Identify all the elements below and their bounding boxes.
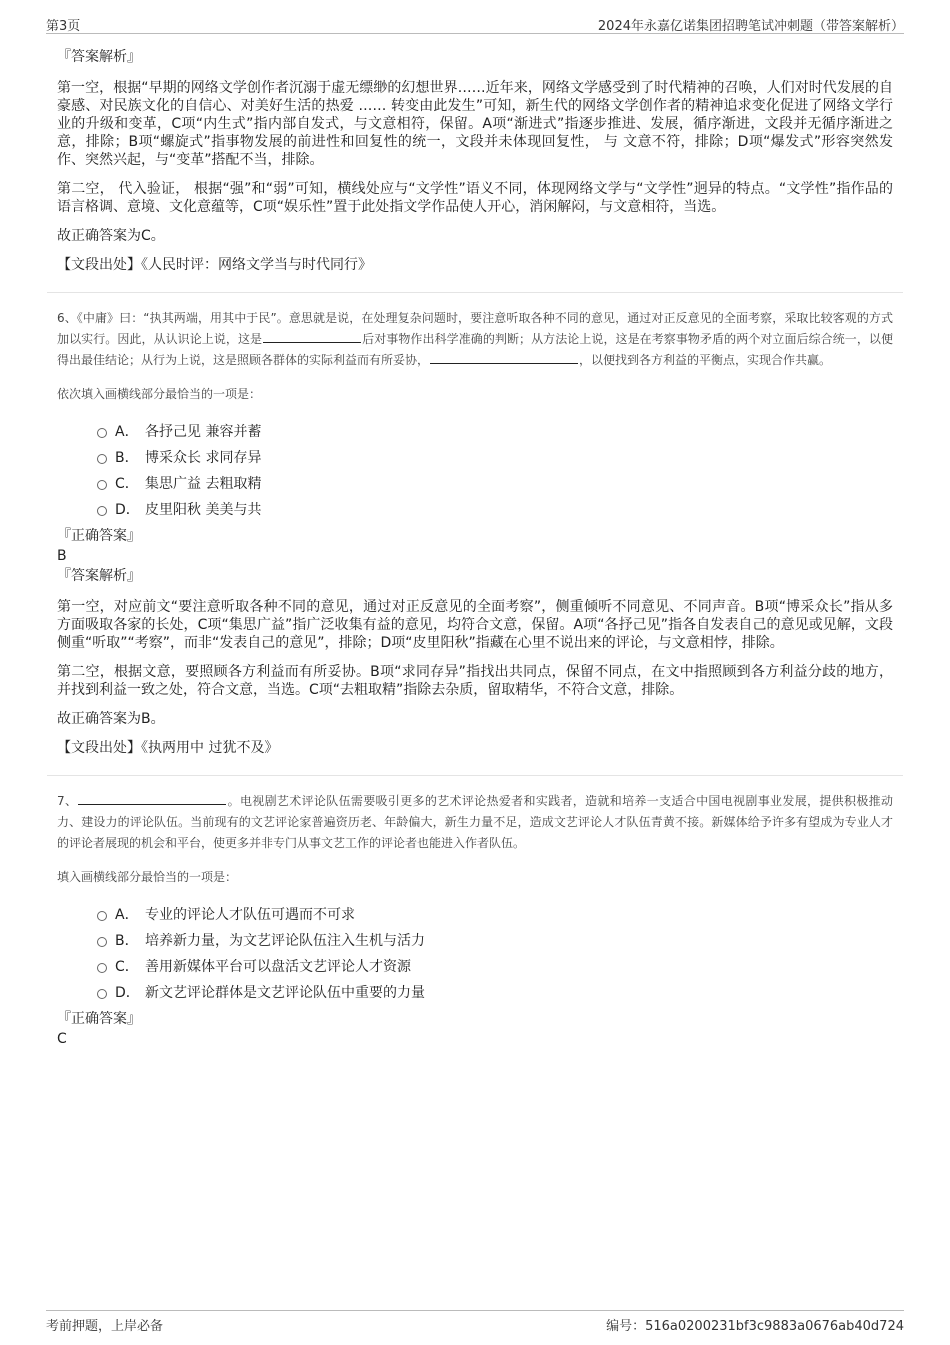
question-6-options [57, 419, 893, 523]
option-a[interactable]: A． 专业的评论人才队伍可遇而不可求 [57, 902, 893, 928]
option-d[interactable]: D． 新文艺评论群体是文艺评论队伍中重要的力量 [57, 980, 893, 1006]
radio-icon[interactable] [97, 963, 107, 973]
radio-icon[interactable] [97, 911, 107, 921]
question-7-text: 7、 。电视剧艺术评论队伍需要吸引更多的艺术评论热爱者和实践者，造就和培养一支适合中国电视剧事业发展，提供积极推动力、建设力的评论队伍。当前现有的文艺评论家普遍资历老、年龄偏大，新生力量不足，造成文艺评论人才队伍青黄不接。新媒体给予许多有望成为专业人才的评论者展现的机会和平台，使更多并非专门从事文艺工作的评论者也能进入作者队伍。 [57, 794, 893, 850]
source-citation: 【文段出处】《人民时评：网络文学当与时代同行》 [57, 257, 372, 273]
radio-icon[interactable] [97, 506, 107, 516]
analysis-label: 『答案解析』 [57, 49, 141, 65]
option-c[interactable]: C． 集思广益 去粗取精 [57, 471, 893, 497]
fill-blank [263, 330, 361, 343]
option-a[interactable]: A． 各抒己见 兼容并蓄 [57, 419, 893, 445]
option-c[interactable]: C． 善用新媒体平台可以盘活文艺评论人才资源 [57, 954, 893, 980]
footer-slogan: 考前押题，上岸必备 [46, 1319, 164, 1334]
radio-icon[interactable] [97, 937, 107, 947]
correct-answer-label: 『正确答案』 [57, 1011, 141, 1027]
document-serial: 编号：516a0200231bf3c9883a0676ab40d724 [606, 1319, 904, 1334]
analysis-paragraph: 第一空，对应前文“要注意听取各种不同的意见，通过对正反意见的全面考察”，侧重倾听不同意见、不同声音。B项“博采众长”指从多方面吸取各家的长处，C项“集思广益”指广泛收集有益的意见，均符合文意，保留。A项“各抒己见”指各自发表自己的意见或见解，文段侧重“听取”“考察”，而非“发表自己的意见”，排除；D项“皮里阳秋”指藏在心里不说出来的评论，与文意相悖，排除。 [57, 599, 893, 651]
analysis-paragraph: 第一空，根据“早期的网络文学创作者沉溺于虚无缥缈的幻想世界……近年来，网络文学感受到了时代精神的召唤，人们对时代发展的自豪感、对民族文化的自信心、对美好生活的热爱 …… 转变由此发生”可知，新生代的网络文学创作者的精神追求变化促进了网络文学行业的升级和变革，C项“内生式”指内部自发式，与文意相符，保留。A项“渐进式”指逐步推进、发展，循序渐进，文段并无循序渐进之意，排除；B项“螺旋式”指事物发展的前进性和回复性的统一，文段并未体现回复性， 与 文意不符，排除；D项“爆发式”形容突然发作、突然兴起，与“变革”搭配不当，排除。 [57, 80, 893, 168]
answer-conclusion: 故正确答案为B。 [57, 711, 165, 727]
page-number: 第3页 [46, 19, 81, 34]
question-6-text: 6、《中庸》曰：“执其两端，用其中于民”。意思就是说，在处理复杂问题时，要注意听取各种不同的意见，通过对正反意见的全面考察，采取比较客观的方式加以实行。因此，从认识论上说，这是 后对事物作出科学准确的判断；从方法论上说，这是在考察事物矛盾的两个对立面后综合统一，以便得出最佳结论；从行为上说，这是照顾各群体的实际利益而有所妥协， ，以便找到各方利益的平衡点，实现合作共赢。 [57, 311, 893, 367]
answer-conclusion: 故正确答案为C。 [57, 228, 165, 244]
analysis-label: 『答案解析』 [57, 568, 141, 584]
question-7-options [57, 902, 893, 1006]
fill-blank [430, 351, 578, 364]
option-b[interactable]: B． 博采众长 求同存异 [57, 445, 893, 471]
analysis-paragraph: 第二空，根据文意，要照顾各方利益而有所妥协。B项“求同存异”指找出共同点，保留不同点，在文中指照顾到各方利益分歧的地方，并找到利益一致之处，符合文意，当选。C项“去粗取精”指除去杂质，留取精华，不符合文意，排除。 [57, 664, 893, 698]
radio-icon[interactable] [97, 428, 107, 438]
correct-answer: B [57, 548, 67, 564]
radio-icon[interactable] [97, 454, 107, 464]
document-title: 2024年永嘉亿诺集团招聘笔试冲刺题（带答案解析） [597, 19, 904, 34]
analysis-paragraph: 第二空， 代入验证， 根据“强”和“弱”可知，横线处应与“文学性”语义不同，体现网络文学与“文学性”迥异的特点。“文学性”指作品的语言格调、意境、文化意蕴等，C项“娱乐性”置于此处指文学作品使人开心，消闲解闷，与文意相符，当选。 [57, 181, 893, 215]
option-d[interactable]: D． 皮里阳秋 美美与共 [57, 497, 893, 523]
fill-blank [78, 792, 226, 805]
question-7-instruction: 填入画横线部分最恰当的一项是： [57, 870, 238, 884]
option-b[interactable]: B． 培养新力量，为文艺评论队伍注入生机与活力 [57, 928, 893, 954]
source-citation: 【文段出处】《执两用中 过犹不及》 [57, 740, 279, 756]
radio-icon[interactable] [97, 480, 107, 490]
correct-answer: C [57, 1031, 67, 1047]
page-footer [46, 1310, 904, 1335]
question-6-instruction: 依次填入画横线部分最恰当的一项是： [57, 387, 262, 401]
page-content [57, 47, 893, 1049]
correct-answer-label: 『正确答案』 [57, 528, 141, 544]
radio-icon[interactable] [97, 989, 107, 999]
page-header [46, 13, 904, 34]
